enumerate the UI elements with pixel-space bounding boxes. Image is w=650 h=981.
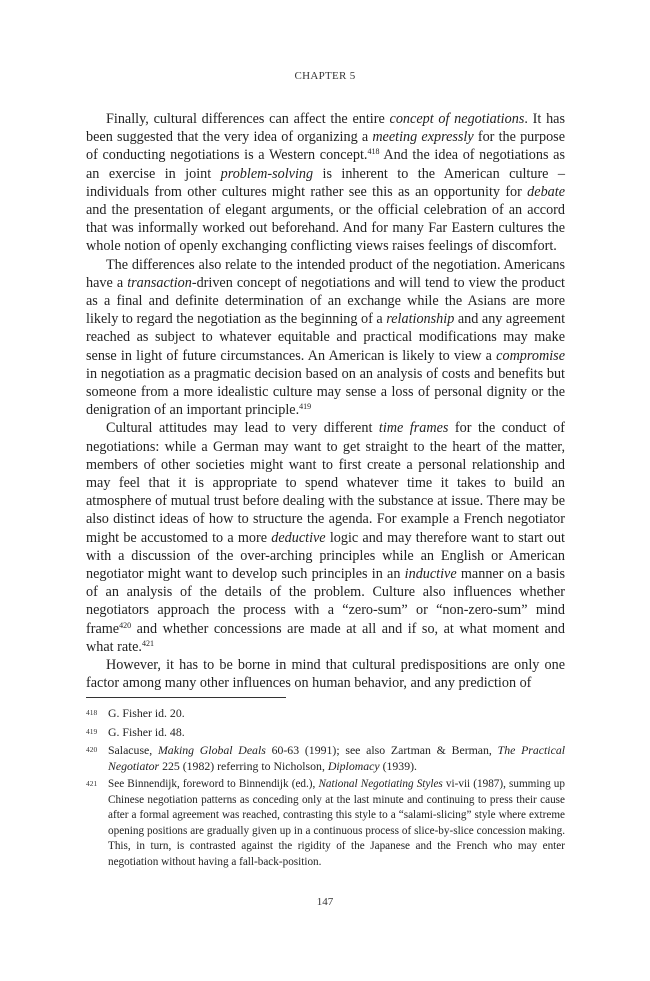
- book-title: National Negotiating Styles: [318, 778, 443, 791]
- text-span: . It has been suggested that the very idea of organizing a: [86, 111, 565, 146]
- footnote-text: [108, 777, 565, 870]
- footnote-419: [86, 725, 565, 741]
- footnote-number: 420: [86, 745, 98, 755]
- text-span: Finally, cultural differences can affect the entire: [106, 111, 390, 127]
- footnote-ref-420[interactable]: 420: [119, 620, 132, 630]
- running-header: CHAPTER 5: [294, 70, 356, 82]
- text-span: And the idea of negotiations as an exercise in joint: [86, 147, 565, 182]
- page-number: 147: [316, 896, 334, 908]
- footnote-text: [108, 743, 565, 774]
- paragraph-intended-product: [86, 256, 565, 420]
- book-title: Diplomacy: [327, 758, 380, 773]
- emphasis: concept of negotiations: [389, 111, 525, 127]
- footnote-ref-419[interactable]: 419: [299, 402, 312, 412]
- footnote-418: [86, 706, 565, 722]
- paragraph-time-frames: [86, 419, 565, 656]
- footnote-420: [86, 743, 565, 774]
- footnote-ref-421[interactable]: 421: [141, 638, 154, 648]
- emphasis: time frames: [378, 420, 449, 437]
- footnote-text: G. Fisher id. 48.: [108, 724, 185, 739]
- footnote-number: 419: [86, 726, 98, 736]
- text-span: is inherent to the American culture – individuals from other cultures might rather see this as an opportunity for: [86, 165, 565, 200]
- text-span: Cultural attitudes may lead to very different: [106, 420, 379, 437]
- text-span: See Binnendijk, foreword to Binnendijk (ed.),: [108, 778, 319, 791]
- text-span: vi-vii (1987), summing up Chinese negotiation patterns as conceding only at the last minute and continuing to press their cause after a formal agreement was reached, contrasting this style to a “salami-slicing” style where extreme opening positions are gradually given up in a continuous process of slice-by-slice concession making. This, in turn, is contrasted against the rigidity of the Japanese and the French who may enter negotiation without having a fall-back-position.: [108, 778, 565, 868]
- footnote-number: 418: [86, 708, 98, 717]
- text-span: and the presentation of elegant arguments, or the official celebration of an accord that was informally worked out beforehand. And for many Far Eastern cultures the whole notion of openly exchanging conflicting views raises feelings of discomfort.: [86, 202, 565, 255]
- text-span: and any agreement reached as subject to whatever equitable and practical modifications may make sense in light of future circumstances. An American is likely to view a: [86, 311, 566, 364]
- text-span: and whether concessions are made at all and if so, at what moment and what rate.: [86, 620, 565, 655]
- emphasis: deductive: [271, 529, 326, 546]
- text-span: logic and may therefore want to start out with a discussion of the over-arching principles while an English or American negotiator might want to develop such principles in an: [86, 529, 565, 583]
- text-span: Salacuse,: [108, 743, 158, 758]
- emphasis: meeting expressly: [372, 129, 474, 146]
- emphasis: compromise: [496, 347, 565, 364]
- emphasis: debate: [527, 183, 565, 200]
- footnote-text: G. Fisher id. 20.: [108, 706, 185, 720]
- footnote-421: [86, 777, 565, 870]
- text-span: 60-63 (1991); see also Zartman & Berman,: [265, 743, 498, 758]
- footnote-ref-418[interactable]: 418: [367, 147, 380, 157]
- emphasis: inductive: [404, 566, 457, 583]
- text-span: The differences also relate to the intended product of the negotiation. Americans have a: [86, 256, 565, 291]
- text-span: However, it has to be borne in mind that cultural predispositions are only one factor among many other influences on human behavior, and any prediction of: [86, 657, 565, 692]
- text-span: manner on a basis of an analysis of the details of the problem. Culture also influences whether negotiators approach the process with a “zero-sum” or “non-zero-sum” mind frame: [86, 566, 565, 637]
- footnote-number: 421: [86, 779, 98, 789]
- text-span: for the conduct of negotiations: while a German may want to get straight to the heart of the matter, members of other societies might want to first create a personal relationship and may feel that it is appropriate to spend whatever time it takes to build an atmosphere of mutual trust before dealing with the substance at issue. There may be also distinct ideas of how to structure the agenda. For example a French negotiator might be accustomed to a more: [86, 420, 566, 546]
- text-span: (1939).: [379, 758, 417, 773]
- book-title: Making Global Deals: [157, 743, 266, 758]
- body-text: [86, 110, 565, 693]
- text-span: 225 (1982) referring to Nicholson,: [159, 758, 328, 773]
- emphasis: transaction: [127, 274, 192, 291]
- text-span: in negotiation as a pragmatic decision based on an analysis of costs and benefits but someone from a more idealistic culture may sense a loss of personal dignity or the denigration of an important principle.: [86, 365, 565, 419]
- book-title: The Practical Negotiator: [108, 743, 565, 773]
- footnotes: [86, 706, 565, 873]
- emphasis: problem-solving: [220, 165, 314, 182]
- text-span: -driven concept of negotiations and will tend to view the product as a final and definite determination of an exchange while the Asians are more likely to regard the negotiation as the beginning of a: [86, 274, 565, 328]
- footnote-divider: [86, 697, 286, 698]
- paragraph-concept-of-negotiations: [86, 110, 565, 256]
- emphasis: relationship: [386, 311, 455, 328]
- text-span: for the purpose of conducting negotiations is a Western concept.: [86, 129, 565, 164]
- paragraph-cultural-predispositions: [86, 656, 565, 692]
